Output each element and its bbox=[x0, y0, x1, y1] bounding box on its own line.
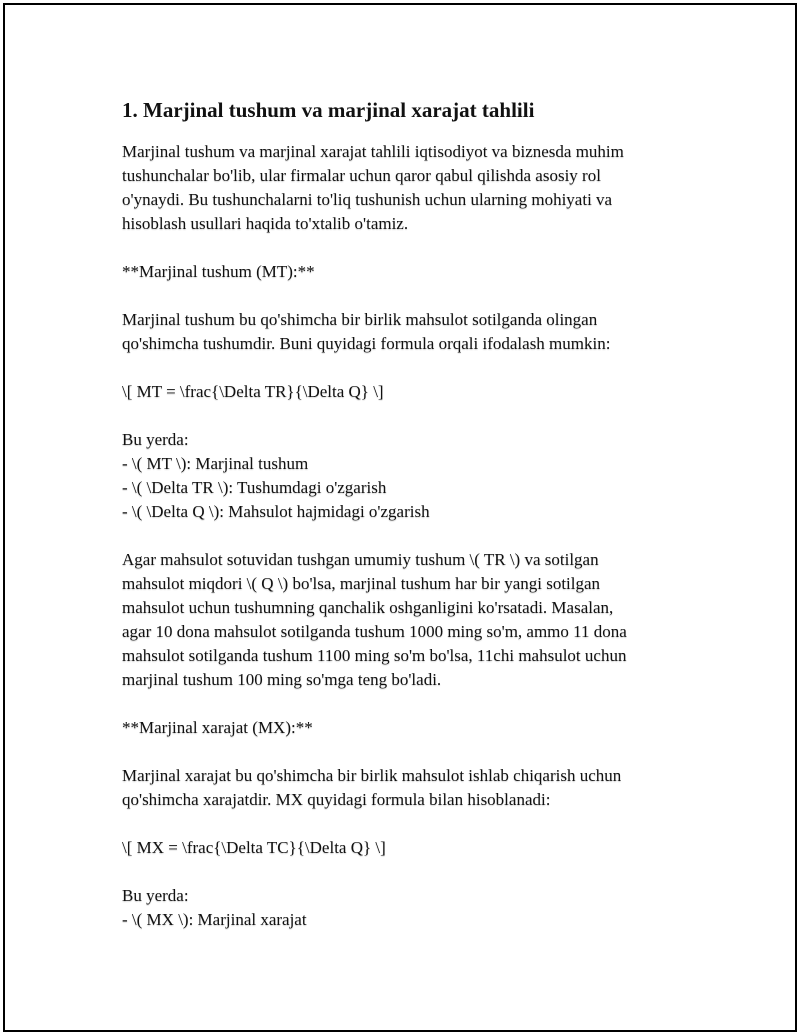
mx-definition-line: qo'shimcha xarajatdir. MX quyidagi formula bilan hisoblanadi: bbox=[122, 790, 551, 809]
mt-example-line: mahsulot miqdori \( Q \) bo'lsa, marjinal tushum har bir yangi sotilgan bbox=[122, 574, 601, 593]
intro-line: Marjinal tushum va marjinal xarajat tahlili iqtisodiyot va biznesda muhim bbox=[122, 142, 624, 161]
mx-formula-text: \[ MX = \frac{\Delta TC}{\Delta Q} \] bbox=[122, 838, 386, 857]
mx-definition-paragraph bbox=[122, 764, 682, 812]
mx-where-line: - \( MX \): Marjinal xarajat bbox=[122, 910, 307, 929]
intro-paragraph bbox=[122, 140, 682, 236]
mt-example-line: Agar mahsulot sotuvidan tushgan umumiy tushum \( TR \) va sotilgan bbox=[122, 550, 599, 569]
document-body bbox=[122, 97, 682, 956]
intro-line: tushunchalar bo'lib, ular firmalar uchun qaror qabul qilishda asosiy rol bbox=[122, 166, 601, 185]
mt-definition-line: qo'shimcha tushumdir. Buni quyidagi formula orqali ifodalash mumkin: bbox=[122, 334, 611, 353]
mt-where-list bbox=[122, 428, 682, 524]
mt-definition-line: Marjinal tushum bu qo'shimcha bir birlik mahsulot sotilganda olingan bbox=[122, 310, 598, 329]
mt-example-line: mahsulot uchun tushumning qanchalik oshganligini ko'rsatadi. Masalan, bbox=[122, 598, 614, 617]
mx-formula bbox=[122, 836, 682, 860]
mt-where-line: - \( MT \): Marjinal tushum bbox=[122, 454, 309, 473]
mt-label bbox=[122, 260, 682, 284]
mt-where-line: - \( \Delta TR \): Tushumdagi o'zgarish bbox=[122, 478, 387, 497]
mt-example-line: marjinal tushum 100 ming so'mga teng bo'ladi. bbox=[122, 670, 442, 689]
mt-where-line: - \( \Delta Q \): Mahsulot hajmidagi o'zgarish bbox=[122, 502, 430, 521]
page bbox=[3, 3, 797, 1032]
section-heading: 1. Marjinal tushum va marjinal xarajat tahlili bbox=[122, 98, 535, 122]
intro-line: o'ynaydi. Bu tushunchalarni to'liq tushunish uchun ularning mohiyati va bbox=[122, 190, 613, 209]
mt-example-line: agar 10 dona mahsulot sotilganda tushum 1000 ming so'm, ammo 11 dona bbox=[122, 622, 627, 641]
mt-where-line: Bu yerda: bbox=[122, 430, 189, 449]
mx-where-list bbox=[122, 884, 682, 932]
mt-definition-paragraph bbox=[122, 308, 682, 356]
mt-example-line: mahsulot sotilganda tushum 1100 ming so'm bo'lsa, 11chi mahsulot uchun bbox=[122, 646, 627, 665]
mt-label-text: **Marjinal tushum (MT):** bbox=[122, 262, 315, 281]
mx-where-line: Bu yerda: bbox=[122, 886, 189, 905]
mx-definition-line: Marjinal xarajat bu qo'shimcha bir birlik mahsulot ishlab chiqarish uchun bbox=[122, 766, 622, 785]
mx-label-text: **Marjinal xarajat (MX):** bbox=[122, 718, 313, 737]
intro-line: hisoblash usullari haqida to'xtalib o'tamiz. bbox=[122, 214, 409, 233]
mt-example-paragraph bbox=[122, 548, 682, 692]
mt-formula-text: \[ MT = \frac{\Delta TR}{\Delta Q} \] bbox=[122, 382, 384, 401]
mt-formula bbox=[122, 380, 682, 404]
mx-label bbox=[122, 716, 682, 740]
